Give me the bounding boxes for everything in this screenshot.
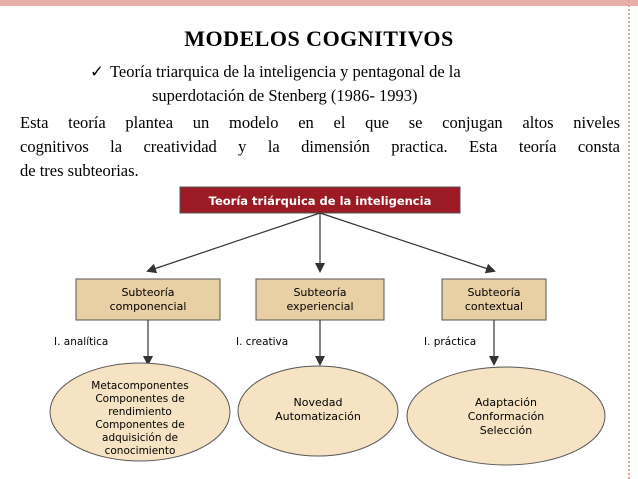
outcome-componencial-line6: conocimiento [104,445,176,457]
outcome-componencial-line3: rendimiento [108,406,172,418]
outcome-componencial-line2: Componentes de [95,393,185,405]
arrow-root-right [320,213,494,271]
subtitle-line-1: Teoría triarquica de la inteligencia y pentagonal de la [110,62,461,81]
label-practica: I. práctica [424,336,477,348]
paragraph-line-2: cognitivos la creatividad y la dimensión practica. Esta teoría consta [20,137,620,156]
outcome-contextual-line2: Conformación [467,410,545,423]
outcome-contextual-line3: Selección [479,424,533,437]
outcome-contextual-line1: Adaptación [475,396,537,409]
subtitle-line-2: superdotación de Stenberg (1986- 1993) [152,86,418,105]
outcome-componencial-line4: Componentes de [95,419,185,431]
root-label: Teoría triárquica de la inteligencia [208,194,432,208]
subtheory-experiencial-line1: Subteoría [293,286,347,299]
arrow-root-left [148,213,320,271]
subtheory-componencial-line1: Subteoría [121,286,175,299]
subtheory-experiencial-line2: experiencial [286,300,354,313]
subtheory-componencial-line2: componencial [109,300,187,313]
outcome-componencial-line1: Metacomponentes [91,380,189,392]
paragraph-line-3: de tres subteorias. [20,161,139,180]
subtheory-contextual-line1: Subteoría [467,286,521,299]
outcome-componencial-line5: adquisición de [102,432,178,444]
paragraph-line-1: Esta teoría plantea un modelo en el que se conjugan altos niveles [20,113,620,132]
label-analitica: I. analítica [54,336,109,348]
slide-title: MODELOS COGNITIVOS [184,26,454,51]
outcome-experiencial-line2: Automatización [275,410,361,423]
checkmark-icon: ✓ [90,62,104,81]
outcome-experiencial-line1: Novedad [293,396,343,409]
subtheory-contextual-line2: contextual [464,300,524,313]
label-creativa: I. creativa [236,336,289,348]
